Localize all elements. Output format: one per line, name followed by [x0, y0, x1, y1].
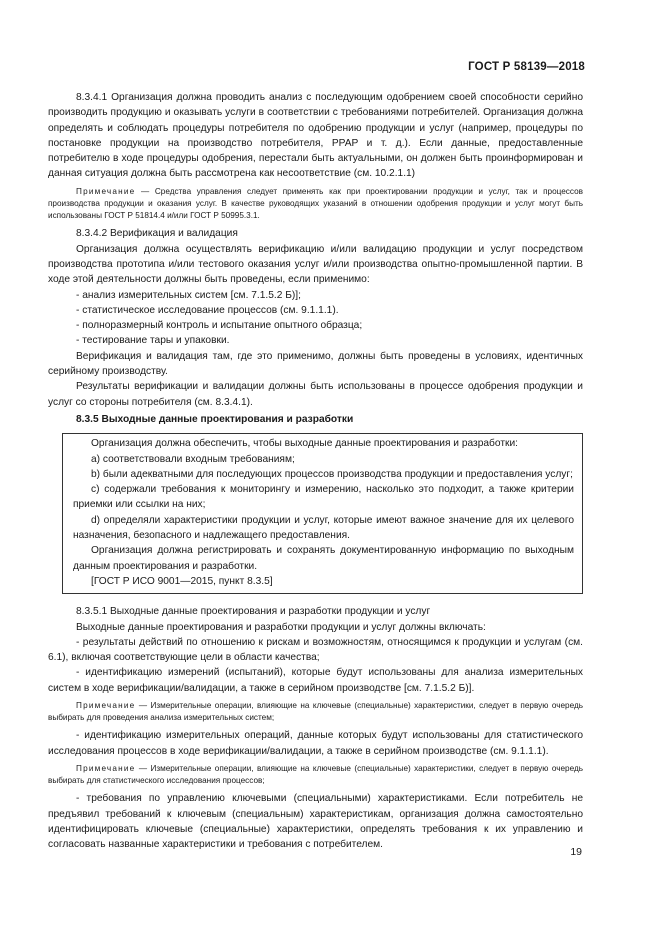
- list-item: - полноразмерный контроль и испытание опытного образца;: [76, 320, 363, 332]
- box-item: c) содержали требования к мониторингу и измерению, насколько это подходит, а также критерии приемки или ссылки на них;: [73, 484, 574, 511]
- note: [48, 186, 583, 223]
- paragraph: Организация должна осуществлять верификацию и/или валидацию продукции и услуг посредством производства прототипа и/или тестового оказания услуг и/или производства опытно-промышленной партии. В ходе этой деятельности должны быть проведены, если применимо:: [48, 243, 583, 286]
- box-item: d) определяли характеристики продукции и услуг, которые имеют важное значение для их целевого назначения, безопасного и надлежащего предоставления.: [73, 514, 574, 542]
- list-item: - статистическое исследование процессов (см. 9.1.1.1).: [76, 304, 339, 316]
- list-item: - тестирование тары и упаковки.: [76, 335, 230, 347]
- note: [48, 763, 583, 787]
- document-code: ГОСТ Р 58139—2018: [468, 61, 585, 73]
- list-item: - идентификацию измерений (испытаний), которые будут использованы для анализа измерительных систем в ходе верификации/валидации, а также в серийном производстве [см. 7.1.5.2 Б)].: [48, 667, 583, 694]
- subsection-title-8-3-4-2: 8.3.4.2 Верификация и валидация: [76, 228, 238, 240]
- list-item: - анализ измерительных систем [см. 7.1.5.2 Б)];: [76, 289, 301, 301]
- paragraph: Выходные данные проектирования и разработки продукции и услуг должны включать:: [76, 621, 486, 633]
- paragraph: Результаты верификации и валидации должны быть использованы в процессе одобрения продукции и услуг со стороны потребителя (см. 8.3.4.1).: [48, 381, 583, 408]
- subsection-title-8-3-5-1: 8.3.5.1 Выходные данные проектирования и разработки продукции и услуг: [76, 606, 431, 618]
- box-closing: Организация должна регистрировать и сохранять документированную информацию по выходным данным проектирования и разработки.: [73, 545, 574, 572]
- note-label: Примечание: [76, 186, 136, 196]
- section-heading-8-3-5: 8.3.5 Выходные данные проектирования и разработки: [76, 413, 354, 425]
- page-content: [48, 90, 583, 853]
- list-item: - требования по управлению ключевыми (специальными) характеристиками. Если потребитель не предъявил требований к ключевым (специальным) характеристикам, организация должна самостоятельно идентифицировать ключевые (специальные) характеристики, определять требования к их управлению и согласовать названные характеристики и требования с потребителем.: [48, 793, 583, 851]
- note-label: Примечание: [76, 764, 136, 773]
- box-item: a) соответствовали входным требованиям;: [91, 453, 295, 465]
- note: [48, 700, 583, 724]
- note-label: Примечание: [76, 701, 136, 710]
- note-text: — Средства управления следует применять как при проектировании продукции и услуг, так и процессов производства продукции и оказания услуг. В качестве руководящих указаний в отношении одобрения продукции и услуг могут быть использованы ГОСТ Р 51814.4 и/или ГОСТ Р 50995.3.1.: [48, 186, 583, 221]
- page-number: 19: [570, 846, 582, 858]
- list-item: - идентификацию измерительных операций, данные которых будут использованы для статистического исследования процессов в ходе верификации/валидации, а также в серийном производстве (см. 9.1.1.1).: [48, 730, 583, 757]
- list-item: - результаты действий по отношению к рискам и возможностям, относящимся к продукции и услугам (см. 6.1), включая соответствующие цели в области качества;: [48, 636, 583, 664]
- box-reference: [ГОСТ Р ИСО 9001—2015, пункт 8.3.5]: [91, 575, 273, 587]
- paragraph: Верификация и валидация там, где это применимо, должны быть проведены в условиях, идентичных серийному производству.: [48, 350, 583, 378]
- box-intro: Организация должна обеспечить, чтобы выходные данные проектирования и разработки:: [91, 438, 518, 450]
- paragraph-8-3-4-1: 8.3.4.1 Организация должна проводить анализ с последующим одобрением своей способности серийно производить продукцию и оказывать услуги в соответствии с требованиями потребителей. Организация должна определять и соблюдать процедуры потребителя по одобрению продукции и услуг (например, процедуры по постановке продукции на производство потребителя, PPAP и т. д.). Если данные, предоставленные потребителю в ходе процедуры одобрения, перестали быть актуальными, он должен быть проинформирован и данная ситуация должна быть рассмотрена как несоответствие (см. 10.2.1.1): [48, 92, 583, 180]
- note-text: — Измерительные операции, влияющие на ключевые (специальные) характеристики, следует в первую очередь выбирать для статистического исследования процессов;: [48, 764, 583, 786]
- quoted-requirements-box: [62, 433, 583, 594]
- note-text: — Измерительные операции, влияющие на ключевые (специальные) характеристики, следует в первую очередь выбирать для проведения анализа измерительных систем;: [48, 701, 583, 723]
- box-item: b) были адекватными для последующих процессов производства продукции и предоставления услуг;: [91, 468, 573, 480]
